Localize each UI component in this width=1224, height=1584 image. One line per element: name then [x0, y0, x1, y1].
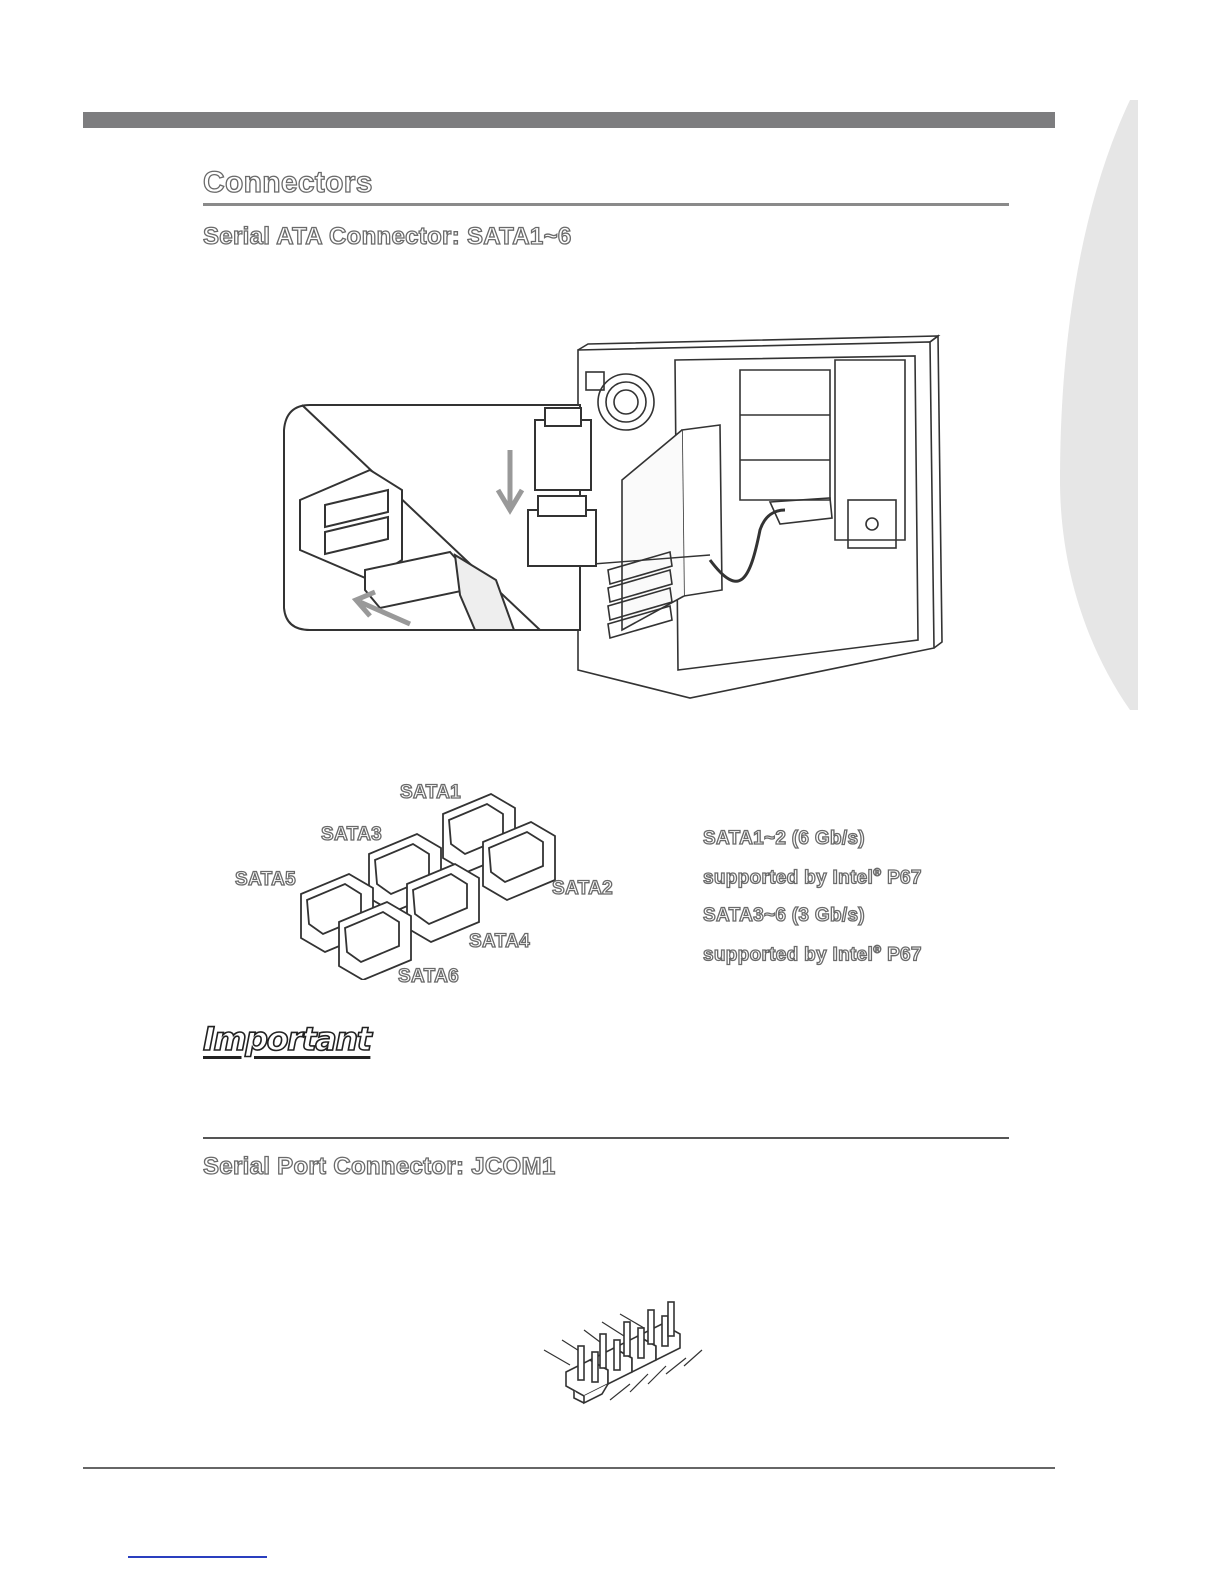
sata3-label: SATA3 — [321, 824, 382, 845]
jcom-heading: Serial Port Connector: JCOM1 — [203, 1153, 556, 1180]
sata-install-illustration — [270, 330, 950, 710]
jcom1-pin-header-diagram — [540, 1300, 710, 1415]
sata36-speed: SATA3~6 (3 Gb/s) — [703, 905, 865, 927]
title-rule — [203, 203, 1009, 206]
sata12-speed: SATA1~2 (6 Gb/s) — [703, 828, 865, 849]
sata12-support: supported by Intel® P67 — [703, 867, 922, 889]
sata-speed-info — [703, 822, 922, 973]
footer-link-underline — [128, 1556, 267, 1558]
section-rule — [203, 1137, 1009, 1139]
important-label: Important — [203, 1020, 371, 1058]
sata-heading: Serial ATA Connector: SATA1~6 — [203, 223, 572, 250]
chapter-side-tab — [1058, 100, 1138, 710]
page-title: Connectors — [203, 166, 373, 199]
header-bar — [83, 112, 1055, 128]
footer-rule — [83, 1467, 1055, 1469]
sata36-support: supported by Intel® P67 — [703, 944, 922, 966]
sata4-label: SATA4 — [469, 931, 530, 952]
sata1-label: SATA1 — [400, 782, 461, 803]
sata-ports-diagram — [295, 780, 580, 980]
sata5-label: SATA5 — [235, 869, 296, 890]
sata6-label: SATA6 — [398, 966, 459, 987]
sata2-label: SATA2 — [552, 878, 613, 899]
